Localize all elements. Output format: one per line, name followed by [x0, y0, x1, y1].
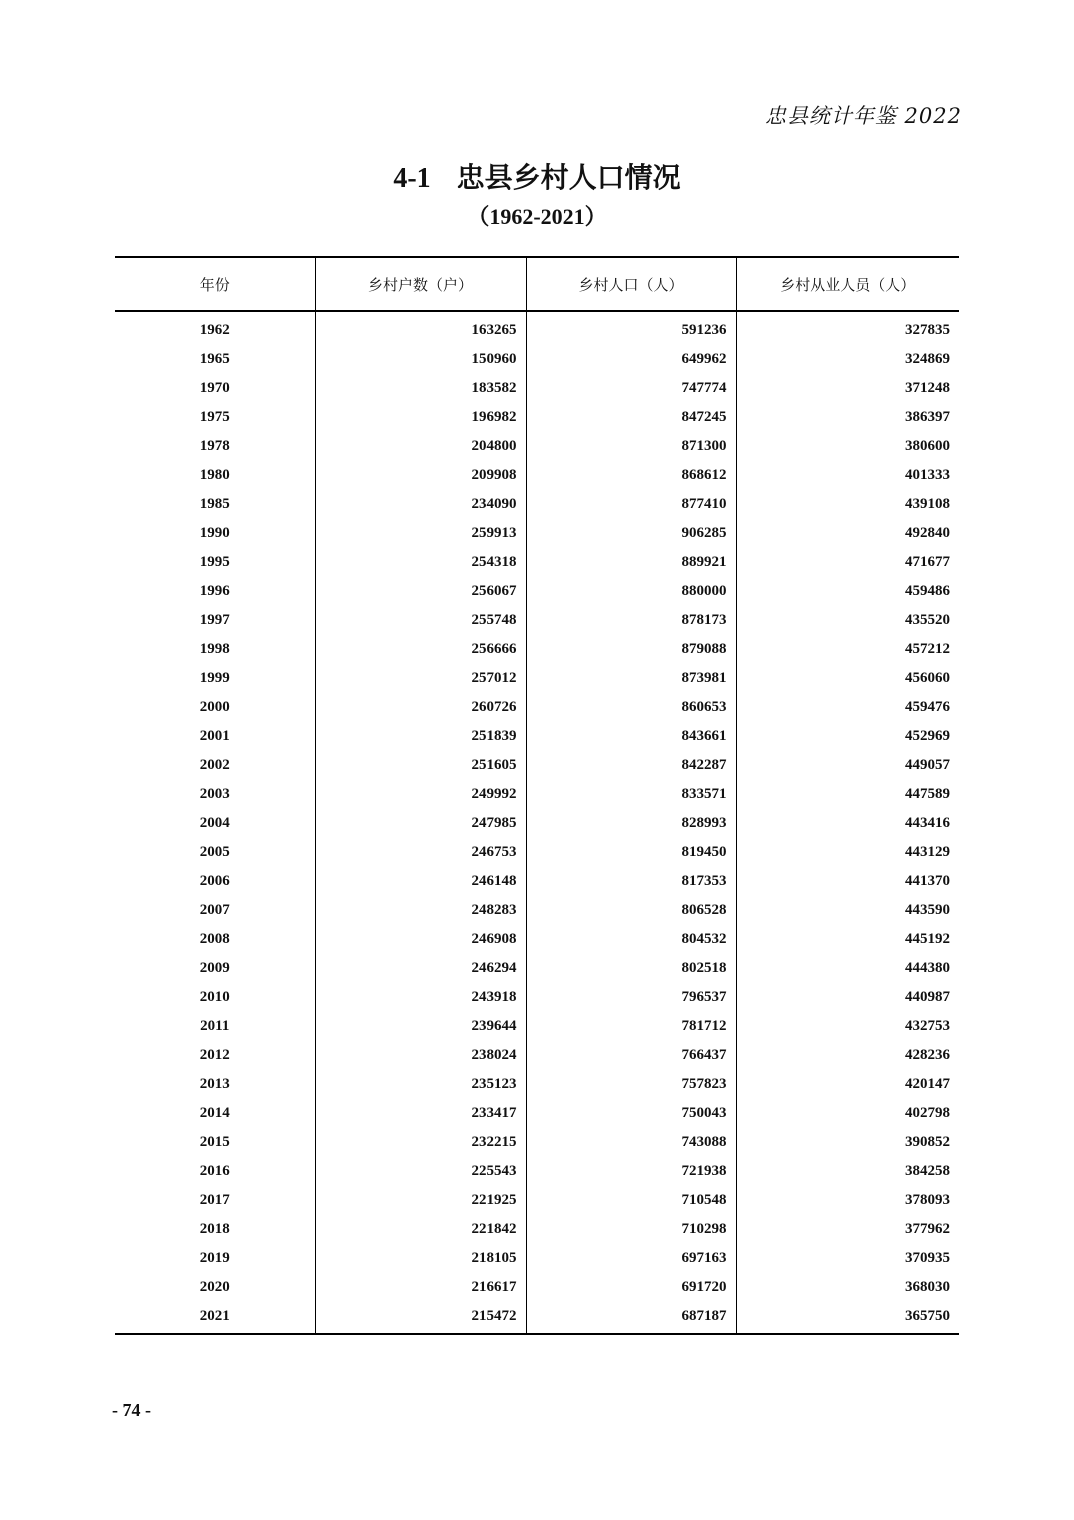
cell-employed: 459476 [736, 693, 959, 722]
cell-employed: 440987 [736, 983, 959, 1012]
cell-year: 2016 [199, 1163, 230, 1179]
cell-employed: 435520 [736, 606, 959, 635]
cell-population: 766437 [526, 1041, 736, 1070]
column-header-households: 乡村户数（户） [315, 257, 526, 311]
cell-employed: 378093 [736, 1186, 959, 1215]
cell-households: 233417 [315, 1099, 526, 1128]
cell-households: 163265 [315, 311, 526, 345]
table-body [115, 311, 959, 1334]
cell-year: 2004 [199, 815, 230, 831]
cell-employed: 384258 [736, 1157, 959, 1186]
cell-year: 1990 [199, 525, 230, 541]
cell-households: 234090 [315, 490, 526, 519]
table-row [115, 577, 959, 606]
cell-households: 257012 [315, 664, 526, 693]
cell-households: 196982 [315, 403, 526, 432]
table-row [115, 780, 959, 809]
cell-year: 2014 [199, 1105, 230, 1121]
cell-employed: 439108 [736, 490, 959, 519]
cell-employed: 456060 [736, 664, 959, 693]
table-row [115, 311, 959, 345]
table-row [115, 809, 959, 838]
cell-employed: 447589 [736, 780, 959, 809]
cell-employed: 457212 [736, 635, 959, 664]
table-row [115, 403, 959, 432]
cell-households: 248283 [315, 896, 526, 925]
cell-population: 842287 [526, 751, 736, 780]
cell-employed: 365750 [736, 1302, 959, 1334]
table-row [115, 751, 959, 780]
cell-population: 879088 [526, 635, 736, 664]
cell-employed: 368030 [736, 1273, 959, 1302]
cell-employed: 327835 [736, 311, 959, 345]
cell-population: 843661 [526, 722, 736, 751]
cell-households: 235123 [315, 1070, 526, 1099]
cell-population: 697163 [526, 1244, 736, 1273]
cell-population: 873981 [526, 664, 736, 693]
cell-employed: 420147 [736, 1070, 959, 1099]
cell-employed: 452969 [736, 722, 959, 751]
cell-population: 687187 [526, 1302, 736, 1334]
column-header-employed: 乡村从业人员（人） [736, 257, 959, 311]
cell-employed: 380600 [736, 432, 959, 461]
cell-households: 246294 [315, 954, 526, 983]
table-row [115, 606, 959, 635]
table-row [115, 635, 959, 664]
cell-year: 2008 [199, 931, 230, 947]
cell-population: 860653 [526, 693, 736, 722]
column-header-population: 乡村人口（人） [526, 257, 736, 311]
cell-households: 150960 [315, 345, 526, 374]
cell-population: 802518 [526, 954, 736, 983]
cell-households: 246753 [315, 838, 526, 867]
cell-households: 249992 [315, 780, 526, 809]
cell-households: 251839 [315, 722, 526, 751]
cell-households: 218105 [315, 1244, 526, 1273]
cell-employed: 443129 [736, 838, 959, 867]
table-row [115, 432, 959, 461]
table-row [115, 1215, 959, 1244]
cell-households: 215472 [315, 1302, 526, 1334]
cell-households: 260726 [315, 693, 526, 722]
cell-households: 255748 [315, 606, 526, 635]
cell-population: 750043 [526, 1099, 736, 1128]
cell-population: 806528 [526, 896, 736, 925]
cell-population: 833571 [526, 780, 736, 809]
cell-year: 2019 [199, 1250, 230, 1266]
cell-households: 216617 [315, 1273, 526, 1302]
cell-population: 710298 [526, 1215, 736, 1244]
cell-households: 221842 [315, 1215, 526, 1244]
cell-households: 254318 [315, 548, 526, 577]
cell-population: 743088 [526, 1128, 736, 1157]
table-row [115, 1244, 959, 1273]
cell-employed: 324869 [736, 345, 959, 374]
cell-population: 906285 [526, 519, 736, 548]
cell-employed: 443416 [736, 809, 959, 838]
table-row [115, 693, 959, 722]
cell-employed: 428236 [736, 1041, 959, 1070]
cell-employed: 471677 [736, 548, 959, 577]
cell-year: 2021 [199, 1308, 230, 1324]
cell-year: 2000 [199, 699, 230, 715]
table-row [115, 1157, 959, 1186]
cell-population: 871300 [526, 432, 736, 461]
table-row [115, 1186, 959, 1215]
cell-employed: 377962 [736, 1215, 959, 1244]
cell-year: 1962 [199, 322, 230, 338]
cell-employed: 370935 [736, 1244, 959, 1273]
cell-population: 828993 [526, 809, 736, 838]
cell-population: 781712 [526, 1012, 736, 1041]
cell-employed: 401333 [736, 461, 959, 490]
table-row [115, 1273, 959, 1302]
cell-year: 2015 [199, 1134, 230, 1150]
cell-employed: 444380 [736, 954, 959, 983]
cell-population: 889921 [526, 548, 736, 577]
cell-year: 1998 [199, 641, 230, 657]
cell-year: 1999 [199, 670, 230, 686]
cell-households: 243918 [315, 983, 526, 1012]
table-row [115, 490, 959, 519]
cell-year: 2013 [199, 1076, 230, 1092]
cell-year: 2017 [199, 1192, 230, 1208]
cell-households: 232215 [315, 1128, 526, 1157]
cell-employed: 441370 [736, 867, 959, 896]
table-row [115, 722, 959, 751]
cell-employed: 492840 [736, 519, 959, 548]
table-row [115, 867, 959, 896]
rural-population-table [115, 256, 959, 1335]
running-header: 忠县统计年鉴 2022 [764, 104, 962, 128]
table-row [115, 1041, 959, 1070]
cell-year: 2011 [200, 1018, 230, 1034]
table-row [115, 1099, 959, 1128]
cell-population: 710548 [526, 1186, 736, 1215]
table-period: （1962-2021） [467, 204, 607, 229]
cell-employed: 443590 [736, 896, 959, 925]
table-row [115, 983, 959, 1012]
cell-households: 209908 [315, 461, 526, 490]
column-header-year: 年份 [115, 257, 315, 311]
cell-year: 2018 [199, 1221, 230, 1237]
cell-year: 2010 [199, 989, 230, 1005]
cell-population: 877410 [526, 490, 736, 519]
table-row [115, 896, 959, 925]
cell-households: 225543 [315, 1157, 526, 1186]
cell-year: 1965 [199, 351, 230, 367]
cell-year: 1996 [199, 583, 230, 599]
cell-population: 817353 [526, 867, 736, 896]
cell-year: 2007 [199, 902, 230, 918]
cell-population: 878173 [526, 606, 736, 635]
cell-households: 251605 [315, 751, 526, 780]
cell-population: 847245 [526, 403, 736, 432]
cell-employed: 386397 [736, 403, 959, 432]
cell-year: 1995 [199, 554, 230, 570]
cell-employed: 371248 [736, 374, 959, 403]
cell-year: 2006 [199, 873, 230, 889]
cell-year: 1985 [199, 496, 230, 512]
cell-population: 868612 [526, 461, 736, 490]
table-row [115, 1070, 959, 1099]
cell-population: 691720 [526, 1273, 736, 1302]
cell-year: 1997 [199, 612, 230, 628]
table-row [115, 374, 959, 403]
table-name: 忠县乡村人口情况 [456, 161, 681, 194]
cell-employed: 449057 [736, 751, 959, 780]
cell-year: 1980 [199, 467, 230, 483]
cell-population: 721938 [526, 1157, 736, 1186]
table-row [115, 345, 959, 374]
table-row [115, 548, 959, 577]
cell-households: 221925 [315, 1186, 526, 1215]
table-row [115, 1302, 959, 1334]
table-row [115, 461, 959, 490]
cell-employed: 402798 [736, 1099, 959, 1128]
cell-year: 2003 [199, 786, 230, 802]
cell-households: 238024 [315, 1041, 526, 1070]
cell-year: 2002 [199, 757, 230, 773]
cell-population: 757823 [526, 1070, 736, 1099]
cell-year: 1978 [199, 438, 230, 454]
header-row [115, 257, 959, 311]
cell-households: 256666 [315, 635, 526, 664]
cell-year: 2012 [199, 1047, 230, 1063]
table-row [115, 664, 959, 693]
cell-households: 246148 [315, 867, 526, 896]
table-row [115, 1128, 959, 1157]
table-title [0, 156, 1074, 196]
page-number: - 74 - [112, 1400, 151, 1420]
cell-population: 804532 [526, 925, 736, 954]
table-number: 4-1 [393, 163, 431, 194]
cell-households: 204800 [315, 432, 526, 461]
cell-population: 591236 [526, 311, 736, 345]
cell-employed: 432753 [736, 1012, 959, 1041]
table-row [115, 925, 959, 954]
cell-population: 880000 [526, 577, 736, 606]
cell-year: 1975 [199, 409, 230, 425]
cell-employed: 445192 [736, 925, 959, 954]
cell-year: 1970 [199, 380, 230, 396]
table-row [115, 1012, 959, 1041]
cell-households: 259913 [315, 519, 526, 548]
cell-year: 2009 [199, 960, 230, 976]
cell-households: 256067 [315, 577, 526, 606]
cell-population: 819450 [526, 838, 736, 867]
cell-employed: 390852 [736, 1128, 959, 1157]
cell-employed: 459486 [736, 577, 959, 606]
table-row [115, 954, 959, 983]
cell-households: 183582 [315, 374, 526, 403]
cell-population: 796537 [526, 983, 736, 1012]
table-row [115, 519, 959, 548]
cell-population: 747774 [526, 374, 736, 403]
cell-year: 2005 [199, 844, 230, 860]
cell-households: 247985 [315, 809, 526, 838]
cell-population: 649962 [526, 345, 736, 374]
cell-households: 239644 [315, 1012, 526, 1041]
table-row [115, 838, 959, 867]
cell-year: 2001 [199, 728, 230, 744]
cell-year: 2020 [199, 1279, 230, 1295]
cell-households: 246908 [315, 925, 526, 954]
